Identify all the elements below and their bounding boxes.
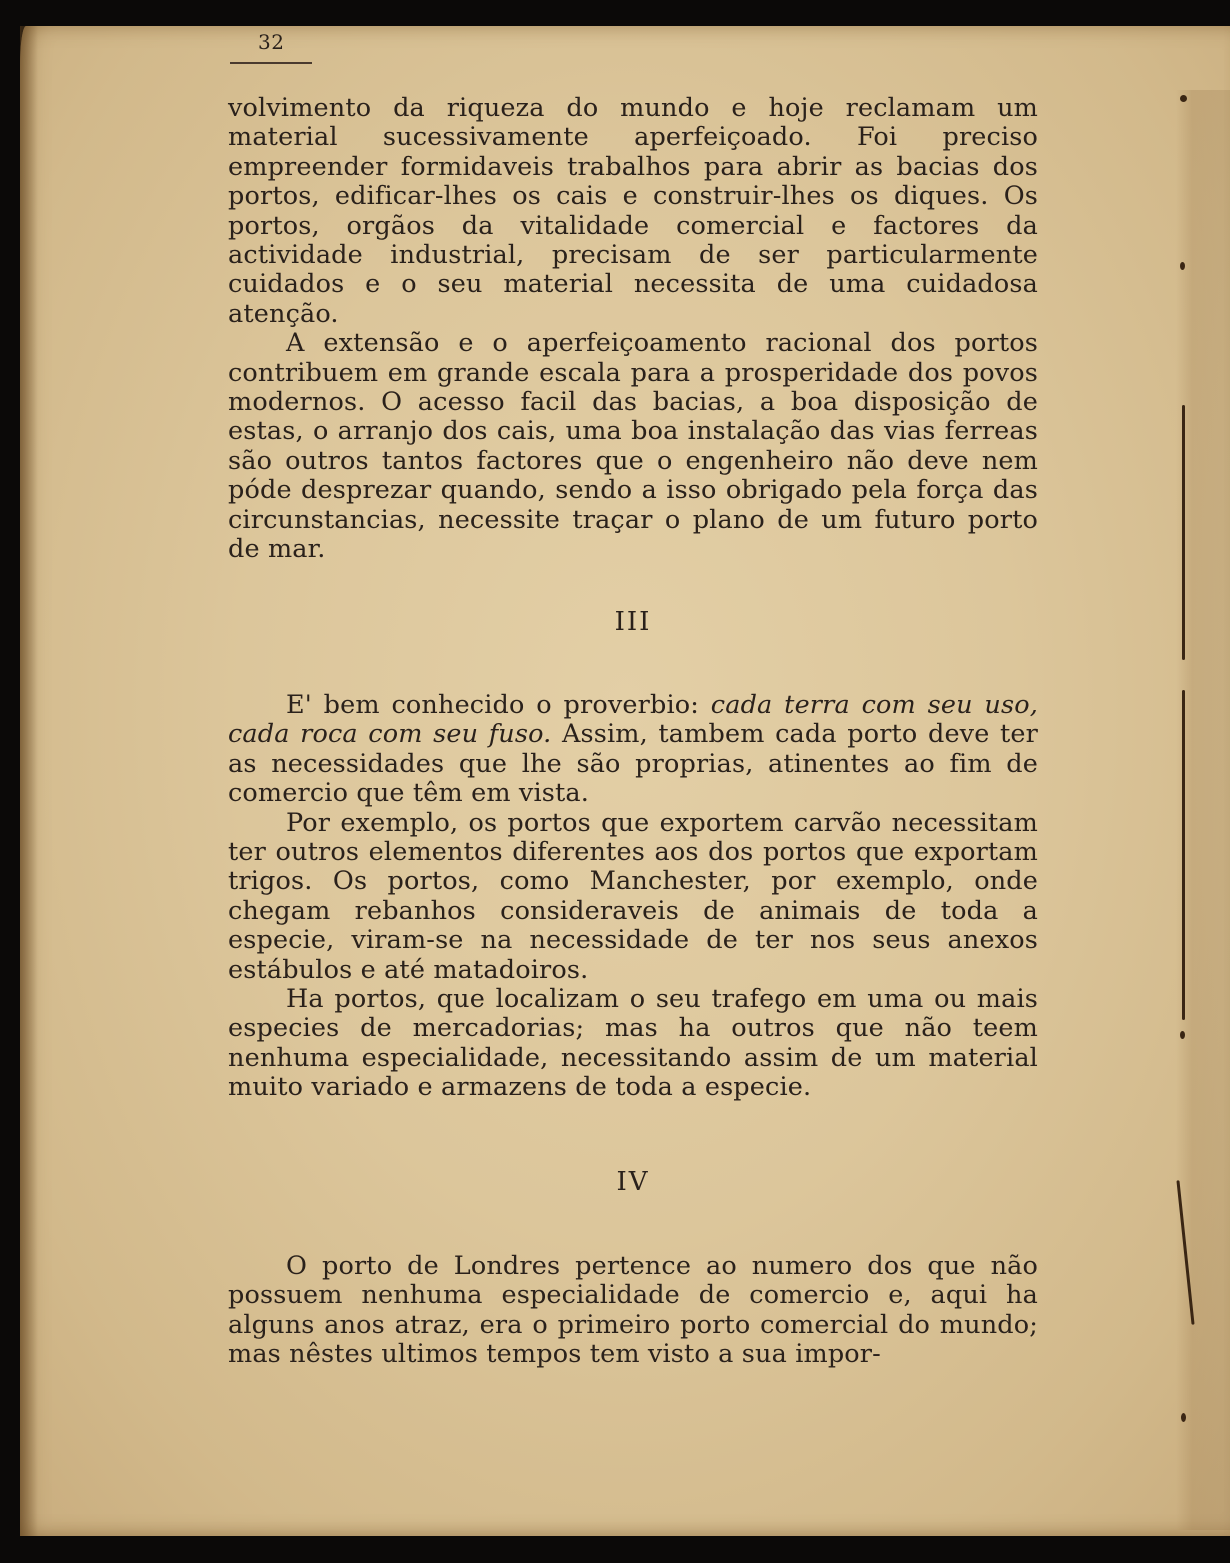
- fold-mark: [1180, 1031, 1185, 1039]
- fold-mark: [1180, 262, 1185, 270]
- section-heading-iii: III: [614, 607, 652, 637]
- paragraph: Ha portos, que localizam o seu trafego em uma ou mais especies de mercadorias; mas ha outros que não teem nenhuma especialidade, necessitando assim de um material muito variado e armazens de toda a especie.: [228, 984, 1038, 1103]
- paragraph-text: Assim, tambem cada porto deve ter as necessidades que lhe são proprias, atinentes ao fim de comercio que têm em vista.: [228, 719, 1038, 809]
- proverb-italic: cada terra com seu uso, cada roca com seu fuso.: [228, 690, 1039, 750]
- fold-mark: [1180, 95, 1187, 102]
- paragraph: O porto de Londres pertence ao numero dos que não possuem nenhuma especialidade de comercio e, aqui ha alguns anos atraz, era o primeiro porto comercial do mundo; mas nêstes ultimos tempos tem visto a sua impor-: [228, 1251, 1038, 1370]
- paragraph: Por exemplo, os portos que exportem carvão necessitam ter outros elementos diferentes aos dos portos que exportam trigos. Os portos, como Manchester, por exemplo, onde chegam rebanhos consideraveis de animais de toda a especie, viram-se na necessidade de ter nos seus anexos estábulos e até matadoiros.: [228, 807, 1038, 985]
- fold-mark: [1182, 690, 1185, 1020]
- section-heading-iv: IV: [616, 1167, 650, 1197]
- text-block-section-iii: [228, 691, 1038, 1103]
- text-block-section-iv: [228, 1252, 1038, 1370]
- paragraph: A extensão e o aperfeiçoamento racional dos portos contribuem em grande escala para a prosperidade dos povos modernos. O acesso facil das bacias, a boa disposição de estas, o arranjo dos cais, uma boa instalação das vias ferreas são outros tantos factores que o engenheiro não deve nem póde desprezar quando, sendo a isso obrigado pela força das circunstancias, necessite traçar o plano de um futuro porto de mar.: [228, 328, 1038, 565]
- paragraph: volvimento da riqueza do mundo e hoje reclamam um material sucessivamente aperfeiçoado. Foi preciso empreender formidaveis trabalhos para abrir as bacias dos portos, edificar-lhes os cais e construir-lhes os diques. Os portos, orgãos da vitalidade comercial e factores da actividade industrial, precisam de ser particularmente cuidados e o seu material necessita de uma cuidadosa atenção.: [228, 93, 1038, 329]
- paper-left-edge: [20, 26, 38, 1536]
- fold-mark: [1181, 1413, 1186, 1422]
- text-block-top: [228, 94, 1038, 565]
- fold-mark: [1182, 405, 1185, 660]
- paragraph-text: E' bem conhecido o proverbio:: [286, 690, 711, 720]
- paragraph: [228, 691, 1038, 809]
- page-number-rule: [230, 62, 312, 64]
- page-number: 32: [258, 30, 285, 54]
